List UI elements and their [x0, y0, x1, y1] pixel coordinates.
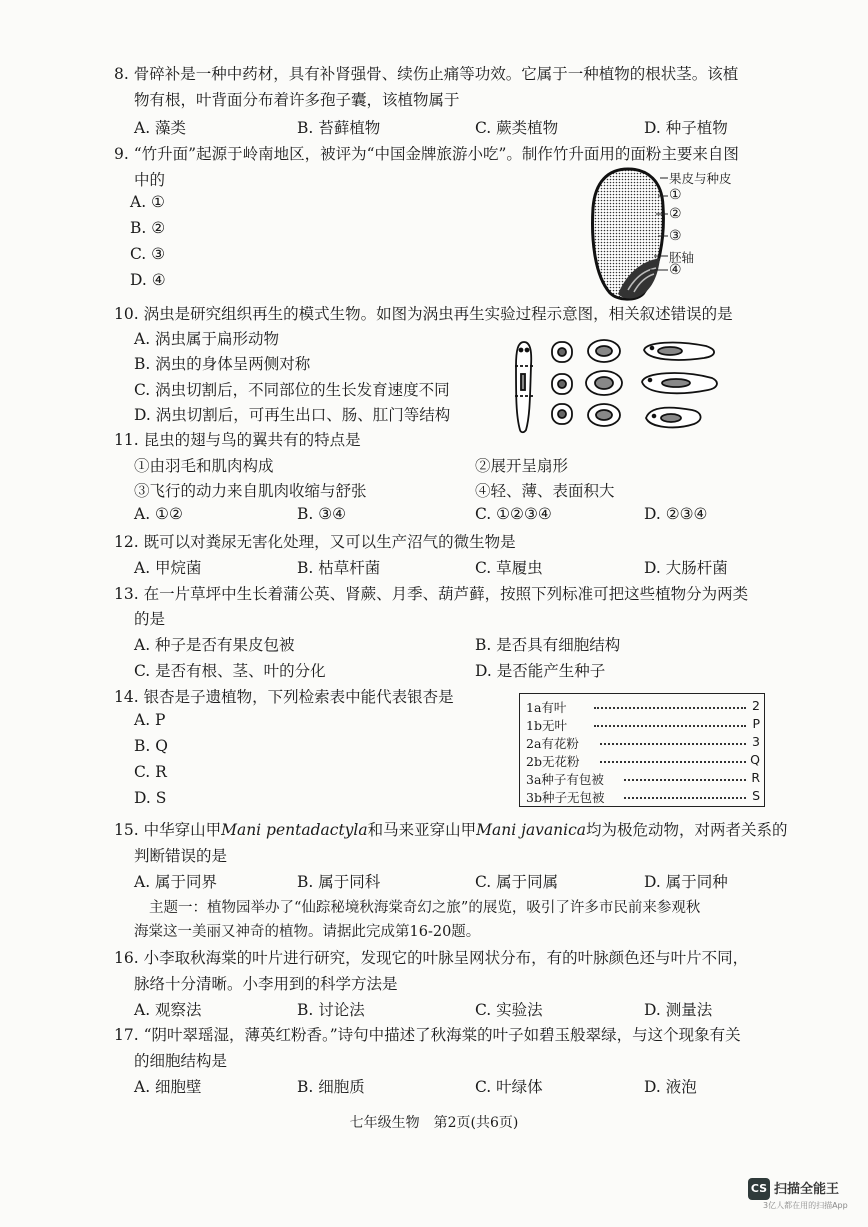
q17-option-a: A. 细胞壁	[134, 1078, 202, 1096]
q10-option-c: C. 涡虫切割后，不同部位的生长发育速度不同	[134, 381, 450, 399]
q8-option-a: A. 藻类	[134, 119, 187, 137]
key-result: S	[752, 788, 760, 803]
q10-option-d: D. 涡虫切割后，可再生出口、肠、肛门等结构	[134, 406, 451, 424]
q8-stem-line2: 物有根，叶背面分布着许多孢子囊，该植物属于	[134, 91, 460, 109]
key-row	[526, 734, 760, 752]
key-clue: 3b种子无包被	[526, 790, 605, 805]
q11-option-a: A. ①②	[134, 505, 183, 523]
q13-stem-line1: 13. 在一片草坪中生长着蒲公英、肾蕨、月季、葫芦藓，按照下列标准可把这些植物分为两类	[114, 585, 749, 603]
dichotomous-key-table	[519, 693, 765, 807]
q16-option-c: C. 实验法	[475, 1001, 543, 1019]
q15-option-b: B. 属于同科	[297, 873, 381, 891]
q15-scientific-name-2: Mani javanica	[476, 821, 587, 839]
q14-option-c: C. R	[134, 763, 167, 781]
label-3: ③	[669, 228, 682, 244]
q11-option-b: B. ③④	[297, 505, 347, 523]
q14-option-d: D. S	[134, 789, 167, 807]
q12-option-d: D. 大肠杆菌	[644, 559, 728, 577]
key-leader	[594, 707, 746, 709]
key-row	[526, 770, 760, 788]
key-clue: 1b无叶	[526, 718, 567, 733]
q11-option-c: C. ①②③④	[475, 505, 552, 523]
page-footer: 七年级生物 第2页(共6页)	[349, 1115, 519, 1131]
label-2: ②	[669, 206, 682, 222]
q15-text: 15. 中华穿山甲	[114, 821, 222, 839]
q9-stem-line2: 中的	[134, 171, 166, 189]
q14-option-b: B. Q	[134, 737, 168, 755]
q17-option-b: B. 细胞质	[297, 1078, 365, 1096]
label-hypocotyl: 胚轴	[669, 250, 695, 265]
q15-option-d: D. 属于同种	[644, 873, 728, 891]
q16-option-a: A. 观察法	[134, 1001, 202, 1019]
key-row	[526, 752, 760, 770]
key-clue: 2b无花粉	[526, 754, 580, 769]
q8-option-d: D. 种子植物	[644, 119, 728, 137]
q10-option-a: A. 涡虫属于扁形动物	[134, 330, 280, 348]
q14-stem: 14. 银杏是子遗植物，下列检索表中能代表银杏是	[114, 688, 454, 706]
key-leader	[600, 743, 746, 745]
key-result: 3	[752, 734, 760, 749]
key-result: Q	[750, 752, 760, 767]
label-4: ④	[669, 262, 682, 278]
q9-option-a: A. ①	[130, 193, 165, 211]
camscanner-logo-icon: CS	[748, 1178, 770, 1200]
q13-option-a: A. 种子是否有果皮包被	[134, 636, 295, 654]
q15-text: 均为极危动物，对两者关系的	[586, 821, 788, 839]
key-leader	[624, 797, 746, 799]
q9-stem-line1: 9. “竹升面”起源于岭南地区，被评为“中国金牌旅游小吃”。制作竹升面用的面粉主要来自图	[114, 145, 739, 163]
q12-stem: 12. 既可以对粪尿无害化处理，又可以生产沼气的微生物是	[114, 533, 516, 551]
theme-line2: 海棠这一美丽又神奇的植物。请据此完成第16-20题。	[134, 924, 481, 940]
key-result: P	[752, 716, 760, 731]
key-row	[526, 788, 760, 806]
q11-statement-4: ④轻、薄、表面积大	[475, 482, 615, 500]
watermark-subtitle: 3亿人都在用的扫描App	[763, 1201, 848, 1210]
q11-option-d: D. ②③④	[644, 505, 708, 523]
q8-option-b: B. 苔藓植物	[297, 119, 381, 137]
q11-statement-2: ②展开呈扇形	[475, 457, 569, 475]
key-leader	[600, 761, 746, 763]
q9-option-b: B. ②	[130, 219, 166, 237]
key-result: 2	[752, 698, 760, 713]
q9-option-c: C. ③	[130, 245, 166, 263]
q11-statement-1: ①由羽毛和肌肉构成	[134, 457, 274, 475]
q15-stem-line1	[114, 818, 788, 840]
q14-option-a: A. P	[134, 711, 166, 729]
q15-stem-line2: 判断错误的是	[134, 847, 228, 865]
q13-option-b: B. 是否具有细胞结构	[475, 636, 621, 654]
key-clue: 3a种子有包被	[526, 772, 604, 787]
q16-stem-line2: 脉络十分清晰。小李用到的科学方法是	[134, 975, 398, 993]
q17-stem-line1: 17. “阴叶翠瑶湿，薄英红粉香。”诗句中描述了秋海棠的叶子如碧玉般翠绿，与这个现象有关	[114, 1026, 741, 1044]
q13-stem-line2: 的是	[134, 610, 166, 628]
q15-text: 和马来亚穿山甲	[367, 821, 477, 839]
key-clue: 2a有花粉	[526, 736, 579, 751]
planarian-regeneration-diagram	[506, 336, 720, 434]
q11-statement-3: ③飞行的动力来自肌肉收缩与舒张	[134, 482, 367, 500]
q9-option-d: D. ④	[130, 271, 166, 289]
label-pericarp-seedcoat: 果皮与种皮	[669, 171, 732, 186]
q12-option-a: A. 甲烷菌	[134, 559, 202, 577]
q8-option-c: C. 蕨类植物	[475, 119, 559, 137]
q15-scientific-name-1: Mani pentadactyla	[221, 821, 368, 839]
key-clue: 1a有叶	[526, 700, 567, 715]
key-row	[526, 716, 760, 734]
q16-option-b: B. 讨论法	[297, 1001, 365, 1019]
q15-option-a: A. 属于同界	[134, 873, 218, 891]
q17-option-d: D. 液泡	[644, 1078, 697, 1096]
q11-stem: 11. 昆虫的翅与鸟的翼共有的特点是	[114, 431, 361, 449]
q13-option-c: C. 是否有根、茎、叶的分化	[134, 662, 326, 680]
q8-stem-line1: 8. 骨碎补是一种中药材，具有补肾强骨、续伤止痛等功效。它属于一种植物的根状茎。该植	[114, 65, 739, 83]
q13-option-d: D. 是否能产生种子	[475, 662, 606, 680]
wheat-grain-leader-lines	[640, 170, 670, 280]
q17-option-c: C. 叶绿体	[475, 1078, 543, 1096]
q16-stem-line1: 16. 小李取秋海棠的叶片进行研究，发现它的叶脉呈网状分布，有的叶脉颜色还与叶片不同，	[114, 949, 749, 967]
q10-option-b: B. 涡虫的身体呈两侧对称	[134, 355, 311, 373]
q15-option-c: C. 属于同属	[475, 873, 559, 891]
key-leader	[624, 779, 746, 781]
q17-stem-line2: 的细胞结构是	[134, 1052, 228, 1070]
q12-option-c: C. 草履虫	[475, 559, 543, 577]
q10-stem: 10. 涡虫是研究组织再生的模式生物。如图为涡虫再生实验过程示意图，相关叙述错误的是	[114, 305, 733, 323]
key-row	[526, 698, 760, 716]
q12-option-b: B. 枯草杆菌	[297, 559, 381, 577]
key-result: R	[751, 770, 760, 785]
label-1: ①	[669, 187, 682, 203]
watermark-title: 扫描全能王	[774, 1182, 840, 1197]
key-leader	[594, 725, 746, 727]
theme-line1: 主题一：植物园举办了“仙踪秘境秋海棠奇幻之旅”的展览，吸引了许多市民前来参观秋	[149, 900, 701, 916]
q16-option-d: D. 测量法	[644, 1001, 713, 1019]
